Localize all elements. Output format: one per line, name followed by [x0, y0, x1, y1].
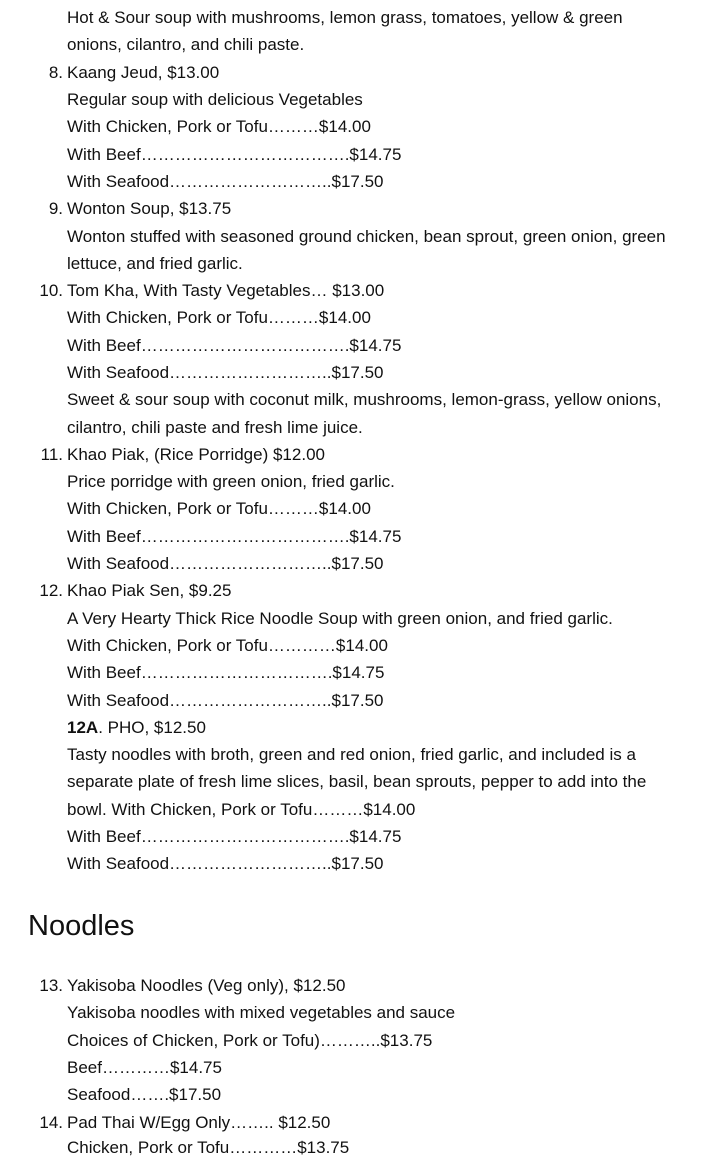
noodles-heading: Noodles	[28, 910, 135, 942]
item13-option-seafood: Seafood…….$17.50	[67, 1085, 222, 1104]
item14-title: Pad Thai W/Egg Only…….. $12.50	[67, 1113, 331, 1132]
item10-option-chicken: With Chicken, Pork or Tofu………$14.00	[67, 308, 371, 327]
item13-number: 13.	[39, 976, 63, 995]
item13-option-beef: Beef…………$14.75	[67, 1058, 222, 1077]
item12-number: 12.	[39, 581, 63, 600]
item12-option-beef: With Beef…………………………….$14.75	[67, 663, 385, 682]
item10-desc-line1: Sweet & sour soup with coconut milk, mushrooms, lemon-grass, yellow onions,	[67, 390, 662, 409]
item9-title: Wonton Soup, $13.75	[67, 199, 232, 218]
item14-number: 14.	[39, 1113, 63, 1132]
item7-desc-line1: Hot & Sour soup with mushrooms, lemon grass, tomatoes, yellow & green	[67, 8, 623, 27]
item11-option-seafood: With Seafood………………………..$17.50	[67, 554, 384, 573]
item12a-title	[67, 714, 206, 741]
item9-number: 9.	[48, 199, 63, 218]
item10-option-seafood: With Seafood………………………..$17.50	[67, 363, 384, 382]
item8-option-seafood: With Seafood………………………..$17.50	[67, 172, 384, 191]
item12a-desc-line2: separate plate of fresh lime slices, basil, bean sprouts, pepper to add into the	[67, 772, 647, 791]
item11-option-beef: With Beef……………………………….$14.75	[67, 527, 402, 546]
item12-title: Khao Piak Sen, $9.25	[67, 581, 232, 600]
item14-option-chicken: Chicken, Pork or Tofu…………$13.75	[67, 1138, 350, 1157]
item11-option-chicken: With Chicken, Pork or Tofu………$14.00	[67, 499, 371, 518]
item9-desc-line1: Wonton stuffed with seasoned ground chicken, bean sprout, green onion, green	[67, 227, 666, 246]
item12a-desc-line3: bowl. With Chicken, Pork or Tofu………$14.00	[67, 800, 416, 819]
item8-desc: Regular soup with delicious Vegetables	[67, 90, 363, 109]
item10-number: 10.	[39, 281, 63, 300]
item12a-option-seafood: With Seafood………………………..$17.50	[67, 854, 384, 873]
item8-option-beef: With Beef……………………………….$14.75	[67, 145, 402, 164]
item10-desc-line2: cilantro, chili paste and fresh lime juice.	[67, 418, 363, 437]
item8-option-chicken: With Chicken, Pork or Tofu………$14.00	[67, 117, 371, 136]
item13-option-chicken: Choices of Chicken, Pork or Tofu)………..$13.75	[67, 1031, 433, 1050]
item8-title: Kaang Jeud, $13.00	[67, 63, 220, 82]
item12a-desc-line1: Tasty noodles with broth, green and red onion, fried garlic, and included is a	[67, 745, 636, 764]
item12a-title-rest: . PHO, $12.50	[98, 718, 206, 737]
item12-option-seafood: With Seafood………………………..$17.50	[67, 691, 384, 710]
item12-desc: A Very Hearty Thick Rice Noodle Soup with green onion, and fried garlic.	[67, 609, 613, 628]
item10-title: Tom Kha, With Tasty Vegetables… $13.00	[67, 281, 385, 300]
item10-option-beef: With Beef……………………………….$14.75	[67, 336, 402, 355]
item9-desc-line2: lettuce, and fried garlic.	[67, 254, 243, 273]
item11-title: Khao Piak, (Rice Porridge) $12.00	[67, 445, 325, 464]
item11-number: 11.	[40, 445, 63, 464]
item12a-label: 12A	[67, 718, 99, 737]
item12-option-chicken: With Chicken, Pork or Tofu…………$14.00	[67, 636, 388, 655]
item12a-option-beef: With Beef……………………………….$14.75	[67, 827, 402, 846]
item13-title: Yakisoba Noodles (Veg only), $12.50	[67, 976, 346, 995]
item13-desc: Yakisoba noodles with mixed vegetables and sauce	[67, 1003, 456, 1022]
item7-desc-line2: onions, cilantro, and chili paste.	[67, 35, 305, 54]
item8-number: 8.	[48, 63, 63, 82]
item11-desc: Price porridge with green onion, fried garlic.	[67, 472, 395, 491]
